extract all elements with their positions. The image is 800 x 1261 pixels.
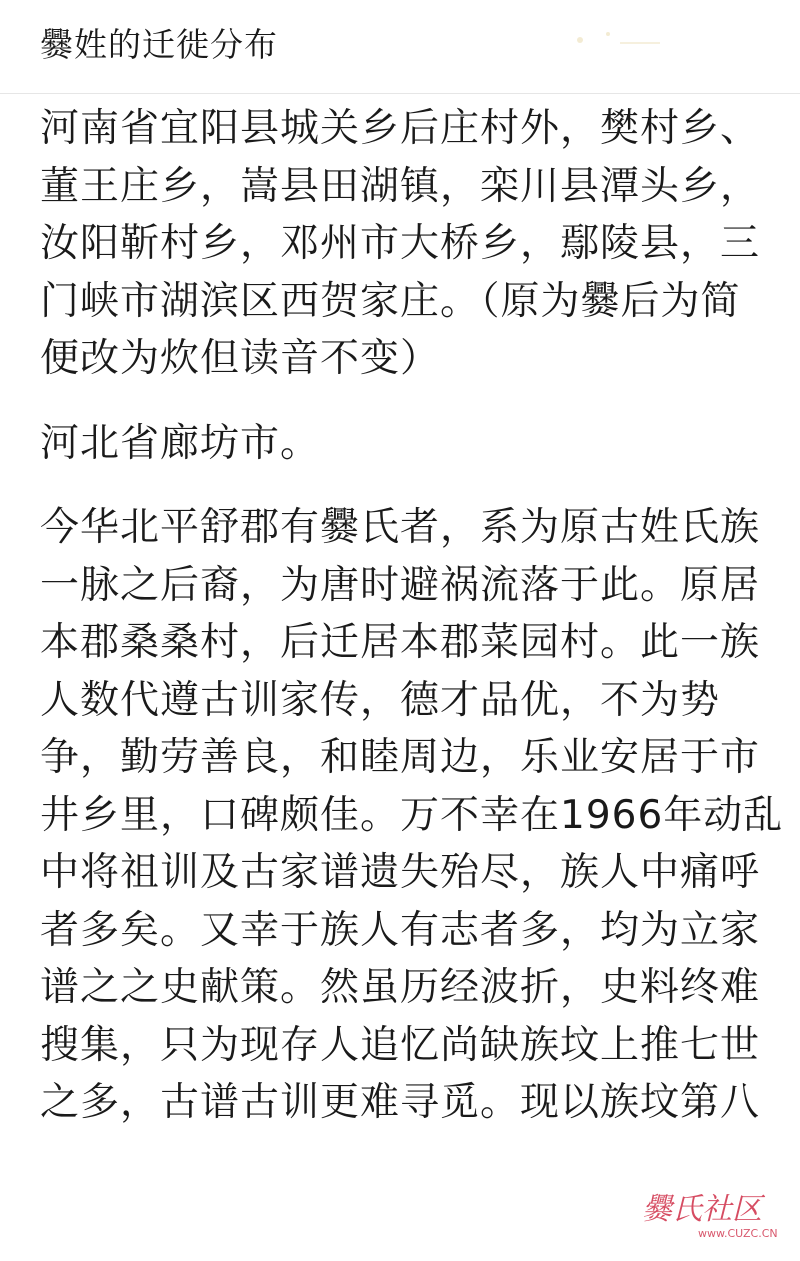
text-line: 人数代遵古训家传，德才品优，不为势 bbox=[40, 677, 721, 723]
text-line: 门峡市湖滨区西贺家庄。（原为爨后为简 bbox=[40, 278, 741, 324]
page-title: 爨姓的迁徙分布 bbox=[40, 25, 278, 64]
text-line: 河南省宜阳县城关乡后庄村外，樊村乡、 bbox=[40, 106, 761, 151]
text-line: 者多矣。又幸于族人有志者多，均为立家 bbox=[40, 907, 761, 953]
header-decoration bbox=[560, 20, 680, 60]
text-line: 搜集，只为现存人追忆尚缺族坟上推七世 bbox=[40, 1022, 761, 1068]
page-header bbox=[0, 0, 800, 94]
text-line: 谱之之史献策。然虽历经波折，史料终难 bbox=[40, 965, 761, 1010]
paragraph-hebei bbox=[40, 415, 760, 473]
text-line: 汝阳靳村乡，邓州市大桥乡，鄢陵县，三 bbox=[40, 221, 761, 266]
text-line: 一脉之后裔，为唐时避祸流落于此。原居 bbox=[40, 562, 761, 608]
watermark-text: 爨氏社区 bbox=[642, 1192, 762, 1227]
text-line: 河北省廊坊市。 bbox=[40, 420, 321, 466]
text-line: 之多，古谱古训更难寻觅。现以族坟第八 bbox=[40, 1080, 761, 1125]
paragraph-henan bbox=[40, 100, 760, 388]
text-line: 董王庄乡，嵩县田湖镇，栾川县潭头乡， bbox=[40, 163, 761, 209]
text-line: 今华北平舒郡有爨氏者，系为原古姓氏族 bbox=[40, 505, 761, 550]
article-body bbox=[40, 100, 784, 1159]
text-line: 井乡里，口碑颇佳。万不幸在1966年动乱 bbox=[40, 792, 784, 838]
watermark-url: www.CUZC.CN bbox=[698, 1227, 778, 1240]
text-line: 争，勤劳善良，和睦周边，乐业安居于市 bbox=[40, 735, 761, 780]
text-line: 中将祖训及古家谱遗失殆尽，族人中痛呼 bbox=[40, 850, 761, 895]
text-line: 本郡桑桑村，后迁居本郡菜园村。此一族 bbox=[40, 620, 761, 665]
paragraph-pingshu bbox=[40, 499, 784, 1132]
site-watermark-logo bbox=[638, 1185, 788, 1243]
text-line: 便改为炊但读音不变） bbox=[40, 336, 441, 381]
